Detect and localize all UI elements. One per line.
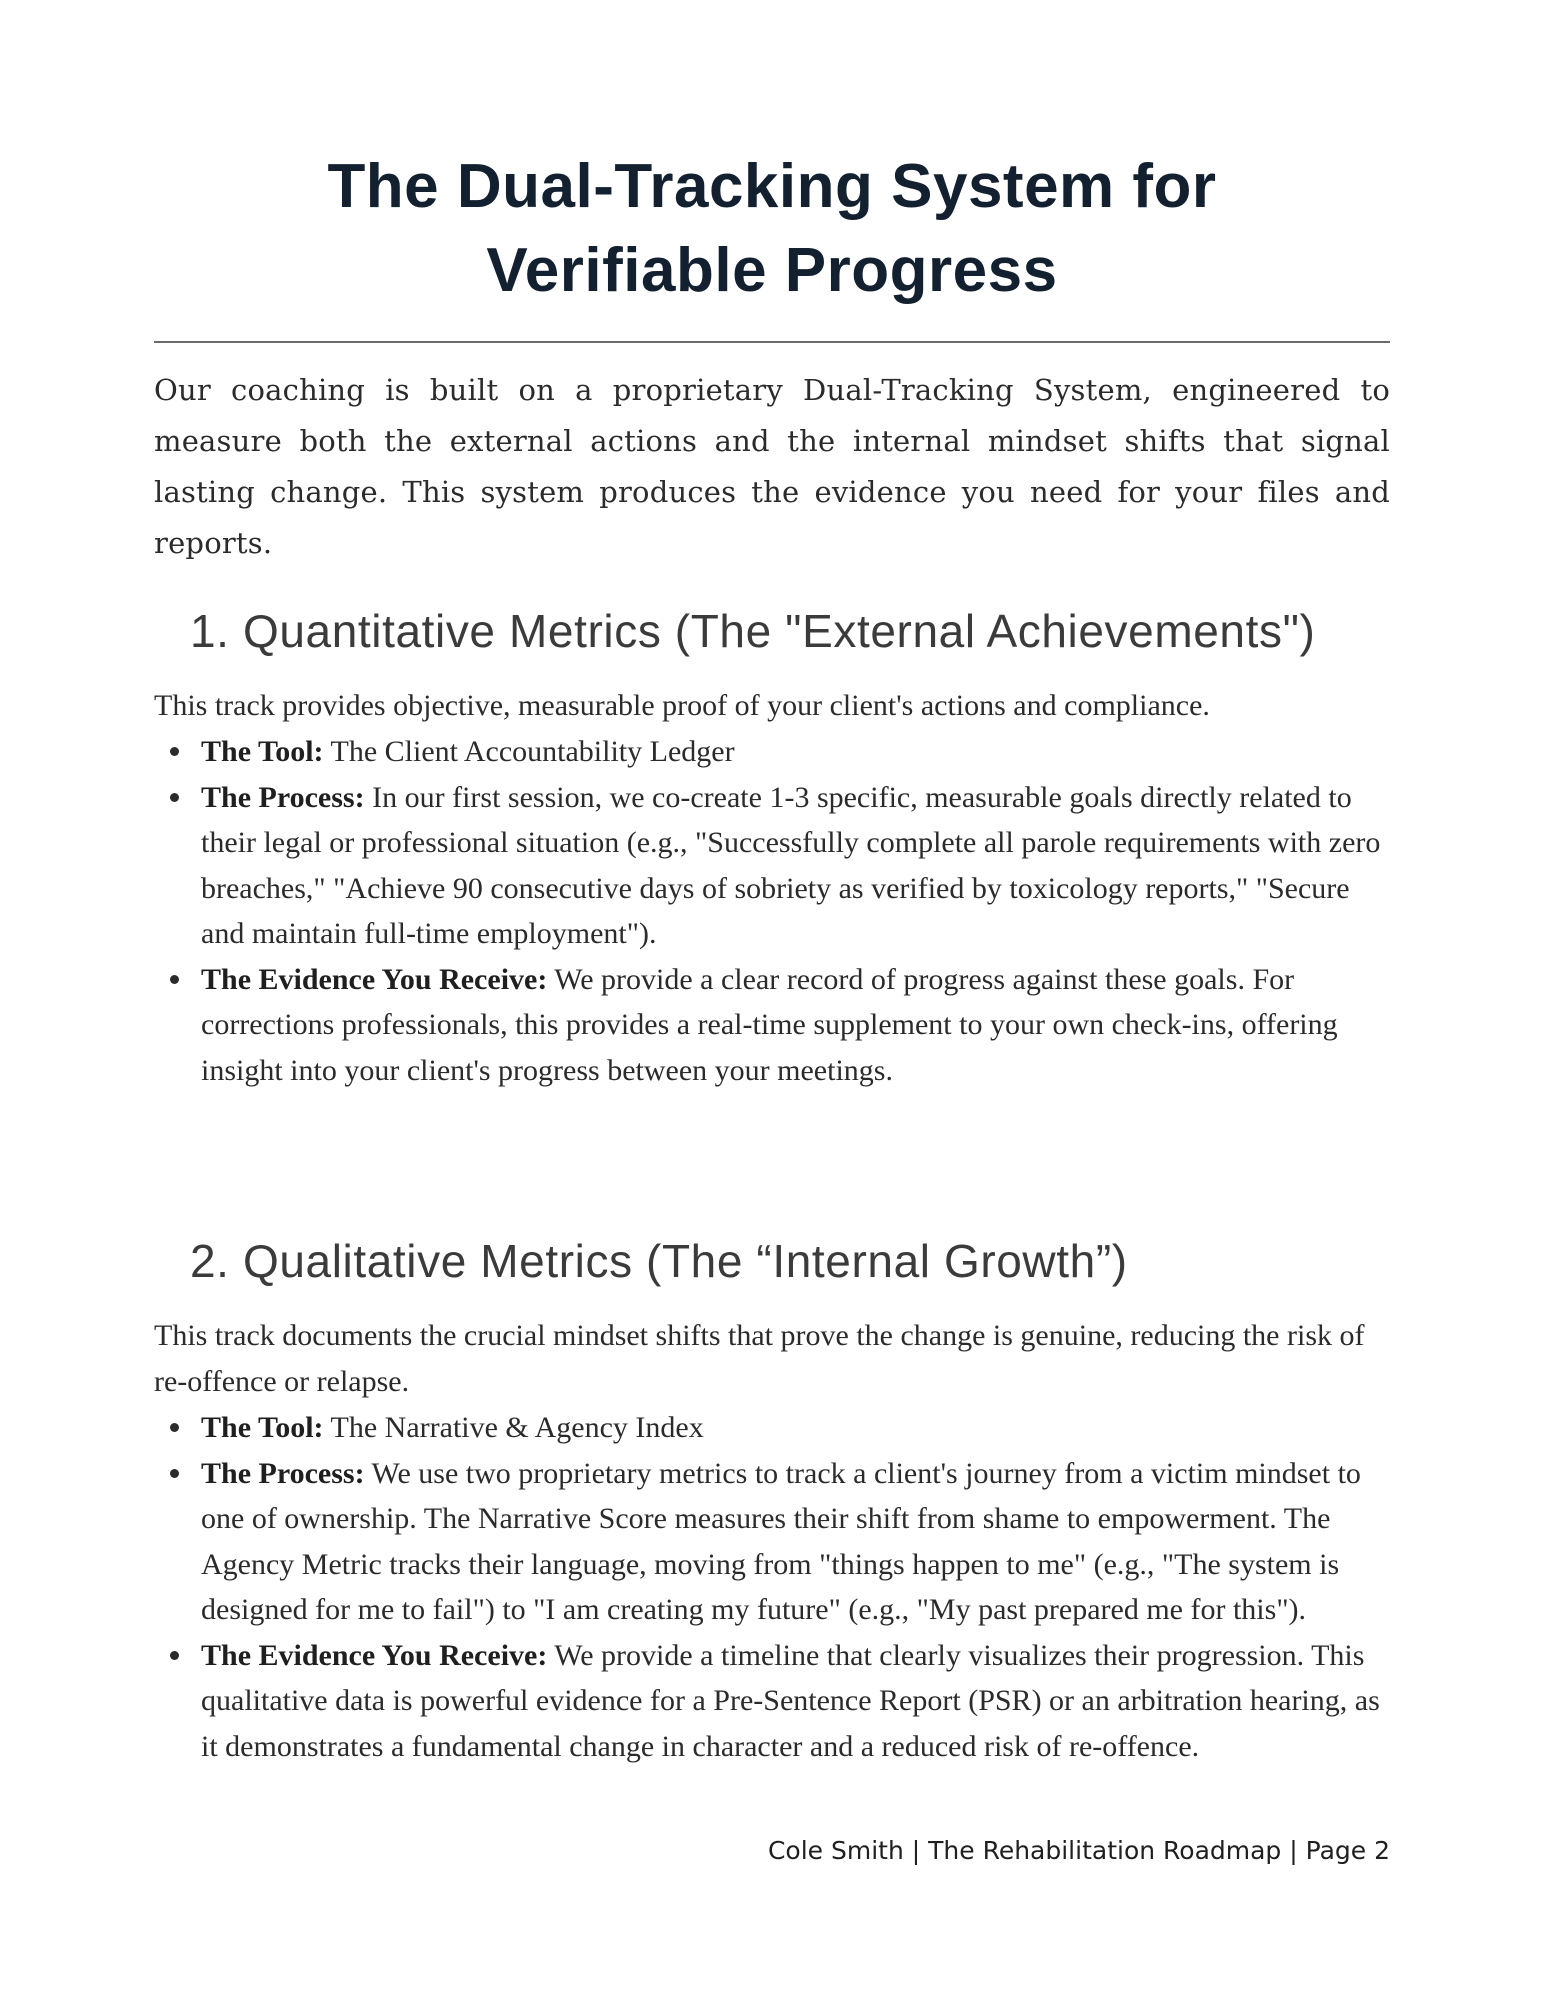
bullet-label: The Evidence You Receive: [201, 1638, 548, 1672]
title-line-2: Verifiable Progress [486, 236, 1058, 305]
section-lead: This track provides objective, measurable proof of your client's actions and compliance. [154, 689, 1210, 722]
bullet-text: In our first session, we co-create 1-3 specific, measurable goals directly related to their legal or professional situation (e.g., "Successfully complete all parole requirements with zero breaches," "Achieve 90 consecutive days of sobriety as verified by toxicology reports," "Secure and maintain full-time employment"). [201, 780, 1381, 950]
bullet-icon [170, 1651, 179, 1660]
section-heading: 1. Quantitative Metrics (The "External Achievements") [190, 605, 1316, 657]
title-divider [154, 341, 1390, 343]
bullet-text: The Client Accountability Ledger [323, 735, 735, 768]
list-item [154, 775, 1390, 957]
page-footer: Cole Smith | The Rehabilitation Roadmap | Page 2 [767, 1836, 1390, 1865]
section-qualitative-metrics [154, 1233, 1390, 1769]
bullet-label: The Tool: [201, 1411, 324, 1444]
bullet-icon [170, 1423, 179, 1432]
bullet-text: We provide a clear record of progress against these goals. For corrections professionals, this provides a real-time supplement to your own check-ins, offering insight into your client's progress between your meetings. [201, 962, 1338, 1087]
section-lead: This track documents the crucial mindset shifts that prove the change is genuine, reducing the risk of re-offence or relapse. [154, 1319, 1365, 1398]
bullet-icon [170, 1469, 179, 1478]
bullet-label: The Evidence You Receive: [201, 962, 548, 996]
bullet-icon [170, 975, 179, 984]
bullet-label: The Process: [201, 780, 365, 814]
bullet-text: We use two proprietary metrics to track a client's journey from a victim mindset to one of ownership. The Narrative Score measures their shift from shame to empowerment. The Agency Metric tracks their language, moving from "things happen to me" (e.g., "The system is designed for me to fail") to "I am creating my future" (e.g., "My past prepared me for this"). [201, 1456, 1361, 1626]
bullet-icon [170, 793, 179, 802]
list-item [154, 1405, 1390, 1451]
document-page [154, 145, 1390, 1769]
bullet-text: The Narrative & Agency Index [323, 1411, 704, 1444]
bullet-icon [170, 747, 179, 756]
bullet-list [154, 1405, 1390, 1769]
list-item [154, 1633, 1390, 1770]
section-quantitative-metrics [154, 603, 1390, 1093]
bullet-label: The Tool: [201, 735, 324, 768]
bullet-list [154, 729, 1390, 1093]
page-title [154, 145, 1390, 313]
list-item [154, 1451, 1390, 1633]
bullet-text: We provide a timeline that clearly visualizes their progression. This qualitative data is powerful evidence for a Pre-Sentence Report (PSR) or an arbitration hearing, as it demonstrates a fundamental change in character and a reduced risk of re-offence. [201, 1638, 1380, 1763]
list-item [154, 957, 1390, 1094]
section-heading: 2. Qualitative Metrics (The “Internal Growth”) [190, 1235, 1128, 1287]
list-item [154, 729, 1390, 775]
intro-paragraph: Our coaching is built on a proprietary Dual-Tracking System, engineered to measure both the external actions and the internal mindset shifts that signal lasting change. This system produces the evidence you need for your files and reports. [154, 373, 1390, 560]
title-line-1: The Dual-Tracking System for [327, 152, 1217, 221]
bullet-label: The Process: [201, 1456, 365, 1490]
